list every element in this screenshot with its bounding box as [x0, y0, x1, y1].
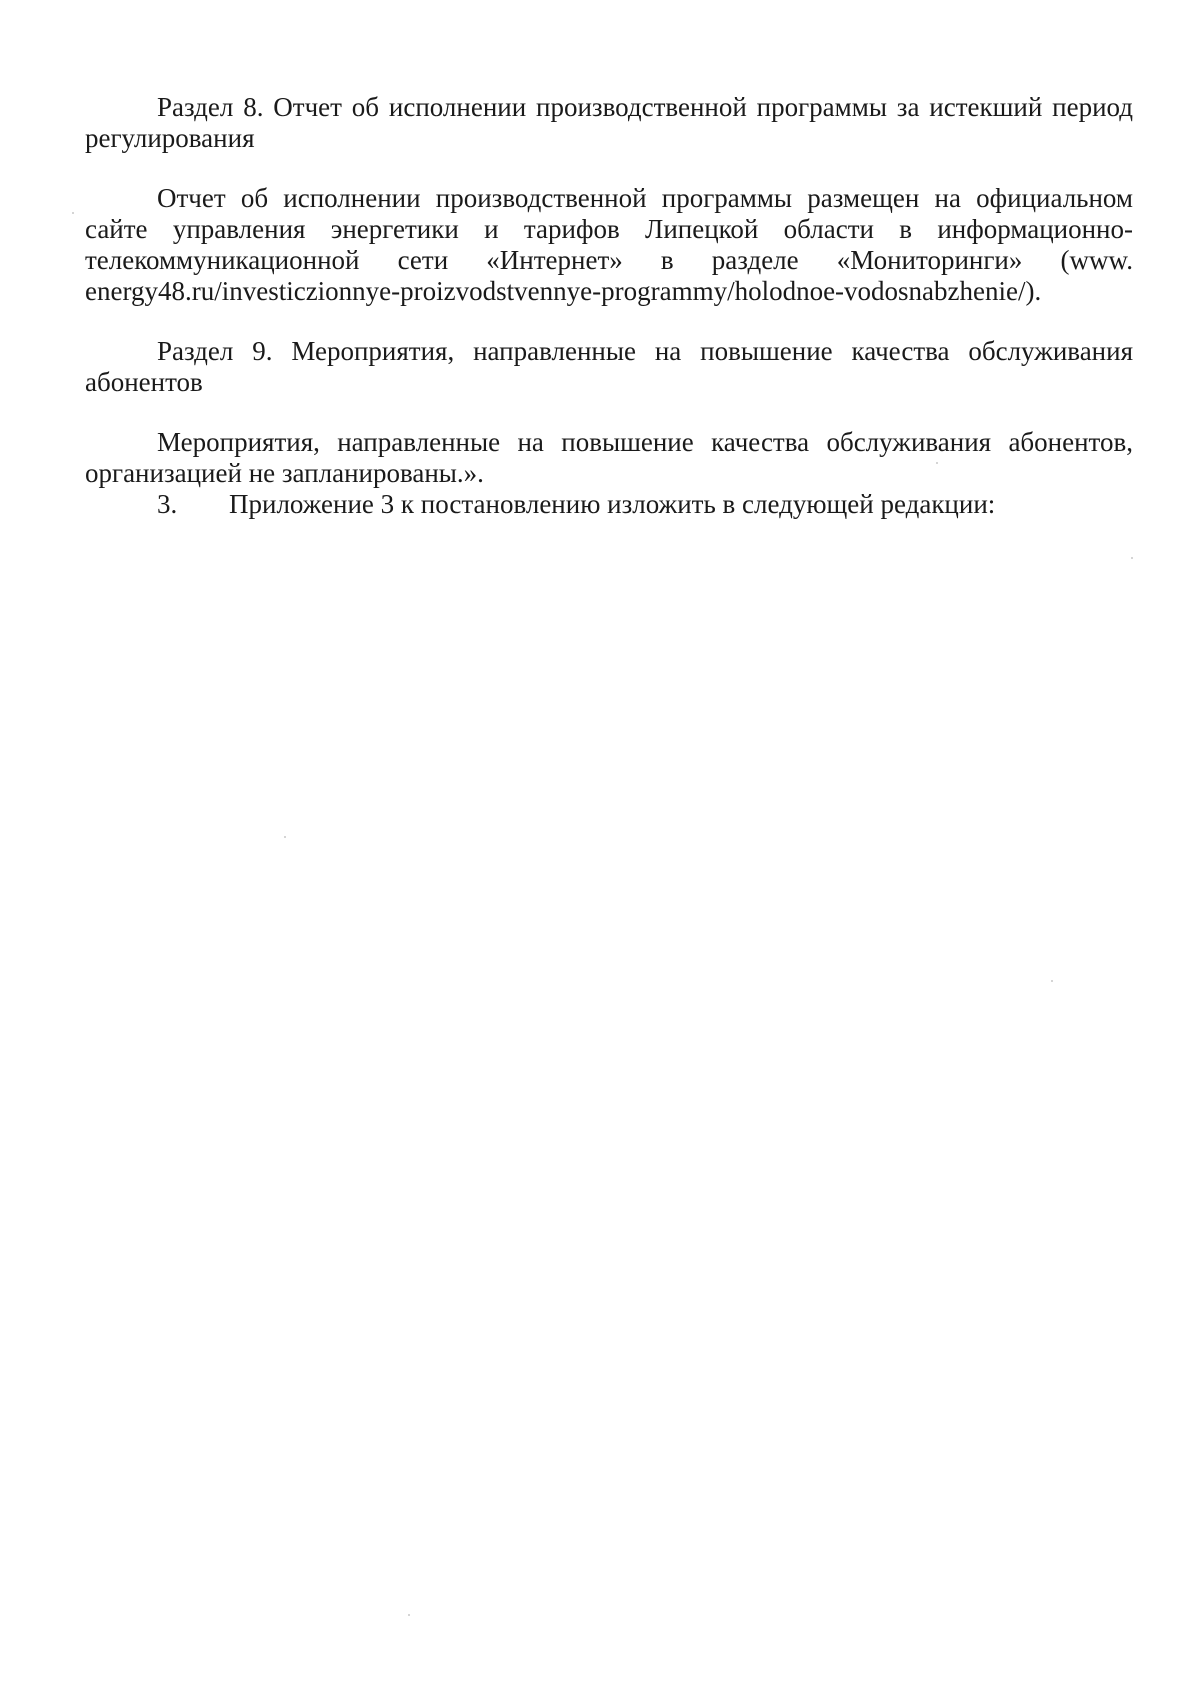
scan-speck	[72, 212, 74, 214]
scan-speck	[1051, 980, 1053, 982]
list-item-3	[85, 489, 1133, 520]
scan-speck	[284, 836, 286, 838]
section-8-body: Отчет об исполнении производственной программы размещен на официальном сайте управления энергетики и тарифов Липецкой области в информационно-телекоммуникационной сети «Интернет» в разделе «Мониторинги» (www. energy48.ru/investiczionnye-proizvodstvennye-programmy/holodnoe-vodosnabzhenie/).	[85, 183, 1133, 306]
section-8-heading: Раздел 8. Отчет об исполнении производственной программы за истекший период регулирования	[85, 92, 1133, 153]
scan-speck	[936, 462, 938, 464]
list-item-number: 3.	[157, 489, 178, 519]
document-body	[85, 92, 1133, 520]
scan-speck	[408, 1614, 410, 1616]
scan-speck	[1131, 557, 1133, 559]
list-item-text: Приложение 3 к постановлению изложить в следующей редакции:	[229, 489, 996, 519]
section-9-heading: Раздел 9. Мероприятия, направленные на повышение качества обслуживания абонентов	[85, 336, 1133, 397]
section-9-body: Мероприятия, направленные на повышение качества обслуживания абонентов, организацией не запланированы.».	[85, 427, 1133, 488]
